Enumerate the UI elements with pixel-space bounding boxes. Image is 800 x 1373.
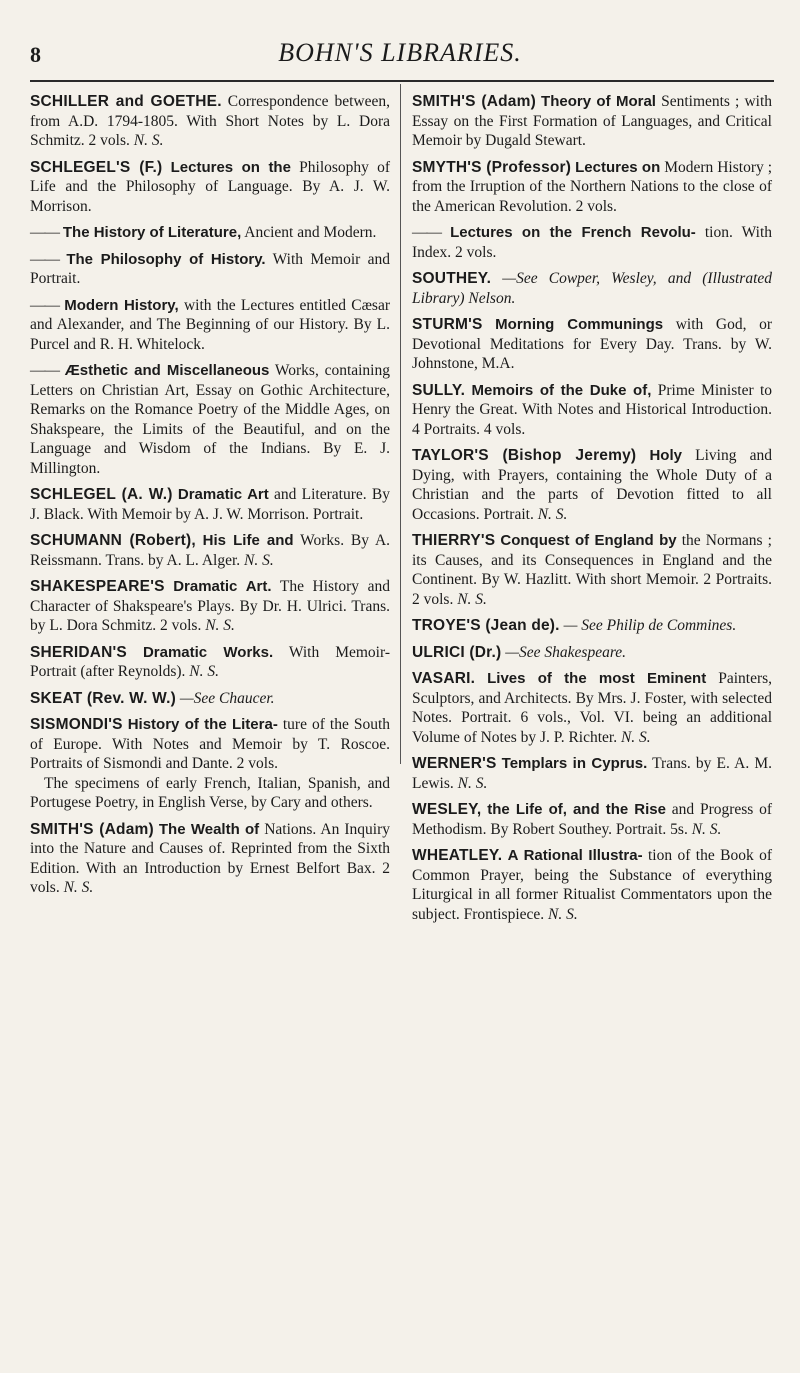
catalog-entry <box>30 361 390 478</box>
entry-description: tion of the Book of Common Prayer, being the Substance of everything Liturgical in all former Ritualist Commentators upon the subject. Frontispiece. <box>412 847 772 923</box>
catalog-entry <box>30 158 390 217</box>
entry-description: Living and Dying, with Prayers, containing the Whole Duty of a Christian and the parts of Devotion fitted to all Occasions. Portrait. <box>412 447 772 523</box>
new-series-mark: N. S. <box>63 879 94 896</box>
entry-author: SISMONDI'S <box>30 716 123 733</box>
catalog-entry <box>412 754 772 793</box>
entry-description: Philosophy of Life and the Philosophy of Language. By A. J. W. Morrison. <box>30 158 391 215</box>
header-rule <box>30 80 774 82</box>
catalog-entry <box>412 92 772 151</box>
entry-author: SCHLEGEL (A. W.) <box>30 486 173 503</box>
entry-description: Prime Minister to Henry the Great. With Notes and Historical Introduction. 4 Portraits. 4 vols. <box>412 381 773 438</box>
entry-description: With Memoir- Portrait (after Reynolds). <box>30 643 390 680</box>
catalog-entry <box>30 531 390 570</box>
catalog-entry <box>30 643 390 682</box>
entry-description: Correspondence between, from A.D. 1794-1805. With Short Notes by L. Dora Schmitz. 2 vols. <box>30 93 390 149</box>
entry-author: SCHUMANN (Robert), <box>30 532 196 549</box>
entry-description: ture of the South of Europe. With Notes and Memoir by T. Roscoe. Portraits of Sismondi and Dante. 2 vols. <box>30 716 391 772</box>
catalog-entry <box>412 800 772 839</box>
entry-title: The Philosophy of History. <box>66 250 266 268</box>
entry-title: The Wealth of <box>158 820 260 838</box>
new-series-mark: N. S. <box>548 905 578 923</box>
page-number: 8 <box>30 42 41 67</box>
ditto-dash: —— <box>30 362 59 379</box>
entry-title: the Life of, and the Rise <box>487 801 666 818</box>
catalog-entry <box>412 269 772 308</box>
catalog-entry <box>30 485 390 524</box>
entry-cross-reference: — See Philip de Commines. <box>563 617 737 634</box>
entry-title: His Life and <box>202 532 294 549</box>
entry-title: The History of Literature, <box>62 224 242 241</box>
entry-description: and Literature. By J. Black. With Memoir by A. J. W. Morrison. Portrait. <box>30 486 390 523</box>
ditto-dash: —— <box>412 224 441 241</box>
catalog-entry <box>30 223 390 243</box>
new-series-mark: N. S. <box>537 505 568 523</box>
entry-description: Trans. by E. A. M. Lewis. <box>412 755 772 792</box>
entry-author: VASARI. <box>412 670 476 687</box>
entry-description: Ancient and Modern. <box>244 224 377 241</box>
entry-author: SMITH'S (Adam) <box>30 820 154 838</box>
entry-author: SCHILLER and GOETHE. <box>30 93 222 110</box>
entry-description: The History and Character of Shakspeare's Plays. By Dr. H. Ulrici. Trans. by L. Dora Schmitz. 2 vols. <box>30 578 390 634</box>
entry-title: Lives of the most Eminent <box>487 670 707 687</box>
new-series-mark: N. S. <box>189 663 219 680</box>
entry-author: ULRICI (Dr.) <box>412 643 502 661</box>
new-series-mark: N. S. <box>244 551 274 569</box>
entry-title: Dramatic Art <box>177 486 269 503</box>
catalog-entry <box>412 531 772 609</box>
entry-description: tion. With Index. 2 vols. <box>412 224 773 261</box>
catalog-entry <box>30 250 390 289</box>
entry-title: Dramatic Works. <box>142 643 274 661</box>
entry-author: SCHLEGEL'S (F.) <box>30 158 163 176</box>
entry-cross-reference: —See Chaucer. <box>179 689 275 707</box>
entry-author: WESLEY, <box>412 801 482 818</box>
column-divider <box>400 84 401 764</box>
entry-title: Conquest of England by <box>500 532 677 549</box>
entry-author: SMITH'S (Adam) <box>412 93 536 110</box>
new-series-mark: N. S. <box>620 728 651 746</box>
catalog-entry <box>412 616 772 636</box>
left-column <box>30 92 390 905</box>
entry-title: Morning Communings <box>495 316 664 333</box>
entry-author: TAYLOR'S (Bishop Jeremy) <box>412 447 637 464</box>
page-header <box>0 0 800 70</box>
entry-description: the Normans ; its Causes, and its Consequences in England and the Continent. By W. Hazlitt. With short Memoir. 2 Portraits. 2 vols. <box>412 532 772 608</box>
catalog-entry <box>30 715 390 774</box>
entry-title: Lectures on the French Revolu- <box>450 224 696 241</box>
entry-author: SKEAT (Rev. W. W.) <box>30 689 176 707</box>
catalog-entry <box>30 92 390 151</box>
new-series-mark: N. S. <box>457 590 487 608</box>
running-title: BOHN'S LIBRARIES. <box>278 38 522 67</box>
entry-description: Painters, Sculptors, and Architects. By Mrs. J. Foster, with selected Notes. Portrait. 6 vols., Vol. VI. being an additional Volume of Notes by J. P. Richter. <box>412 670 773 746</box>
entry-description: Sentiments ; with Essay on the First Formation of Languages, and Critical Memoir by Dugald Stewart. <box>412 93 773 149</box>
entry-description: with the Lectures entitled Cæsar and Alexander, and The Beginning of our History. By L. Purcel and R. H. Whitelock. <box>30 296 390 353</box>
entry-title: Lectures on the <box>170 158 291 176</box>
entry-title: Holy <box>649 447 682 464</box>
entry-author: TROYE'S (Jean de). <box>412 617 560 634</box>
entry-author: SHERIDAN'S <box>30 643 127 661</box>
catalog-entry <box>30 296 390 355</box>
catalog-entry <box>412 669 772 747</box>
entry-description: with God, or Devotional Meditations for Every Day. Trans. by W. Johnstone, M.A. <box>412 316 773 372</box>
entry-description: Modern History ; from the Irruption of the Northern Nations to the close of the American Revolution. 2 vols. <box>412 158 772 215</box>
catalog-entry <box>412 846 772 924</box>
entry-description: Works, containing Letters on Christian Art, Essay on Gothic Architecture, Remarks on the Romance Poetry of the Middle Ages, on Shakspeare, the Limits of the Beautiful, and on the Language and Wisdom of the Indians. By E. J. Millington. <box>30 362 390 477</box>
catalog-entry <box>412 315 772 374</box>
new-series-mark: N. S. <box>133 132 164 149</box>
catalog-entry <box>412 381 772 440</box>
catalog-entry <box>412 223 772 262</box>
entry-author: WHEATLEY. <box>412 847 503 864</box>
ditto-dash: —— <box>30 224 59 241</box>
entry-title: Æsthetic and Miscellaneous <box>64 362 270 379</box>
entry-author: SOUTHEY. <box>412 270 492 287</box>
entry-description: Works. By A. Reissmann. Trans. by A. L. Alger. <box>30 532 391 569</box>
entry-title: Lectures on <box>575 158 661 176</box>
entry-description: With Memoir and Portrait. <box>30 250 390 287</box>
entry-description: and Progress of Methodism. By Robert Southey. Portrait. 5s. <box>412 801 773 838</box>
catalog-entry <box>412 158 772 217</box>
entry-cross-reference: —See Shakespeare. <box>505 643 627 661</box>
catalog-entry <box>30 820 390 898</box>
entry-title: Theory of Moral <box>541 93 656 110</box>
catalog-entry <box>30 689 390 709</box>
entry-cross-reference: —See Cowper, Wesley, and (Illustrated Library) Nelson. <box>412 270 772 307</box>
new-series-mark: N. S. <box>691 820 722 838</box>
catalog-entry <box>412 643 772 663</box>
catalog-entry <box>30 577 390 636</box>
entry-author: SMYTH'S (Professor) <box>412 158 572 176</box>
entry-title: Templars in Cyprus. <box>501 755 648 772</box>
catalog-entry <box>412 446 772 524</box>
right-column <box>412 92 772 931</box>
ditto-dash: —— <box>30 296 59 314</box>
entry-author: SHAKESPEARE'S <box>30 578 165 595</box>
new-series-mark: N. S. <box>457 774 488 792</box>
ditto-dash: —— <box>30 250 59 268</box>
entry-title: Memoirs of the Duke of, <box>471 381 652 399</box>
entry-note: The specimens of early French, Italian, Spanish, and Portugese Poetry, in English Verse, by Cary and others. <box>30 774 390 811</box>
entry-description: Nations. An Inquiry into the Nature and Causes of. Reprinted from the Sixth Edition. With an Introduction by Ernest Belfort Bax. 2 vols. <box>30 820 390 896</box>
entry-title: History of the Litera- <box>127 716 278 733</box>
entry-author: STURM'S <box>412 316 483 333</box>
entry-title: Dramatic Art. <box>173 578 272 595</box>
entry-author: SULLY. <box>412 381 466 399</box>
entry-title: A Rational Illustra- <box>507 847 643 864</box>
entry-author: THIERRY'S <box>412 532 496 549</box>
entry-author: WERNER'S <box>412 755 497 772</box>
entry-title: Modern History, <box>64 296 179 314</box>
new-series-mark: N. S. <box>205 617 235 634</box>
